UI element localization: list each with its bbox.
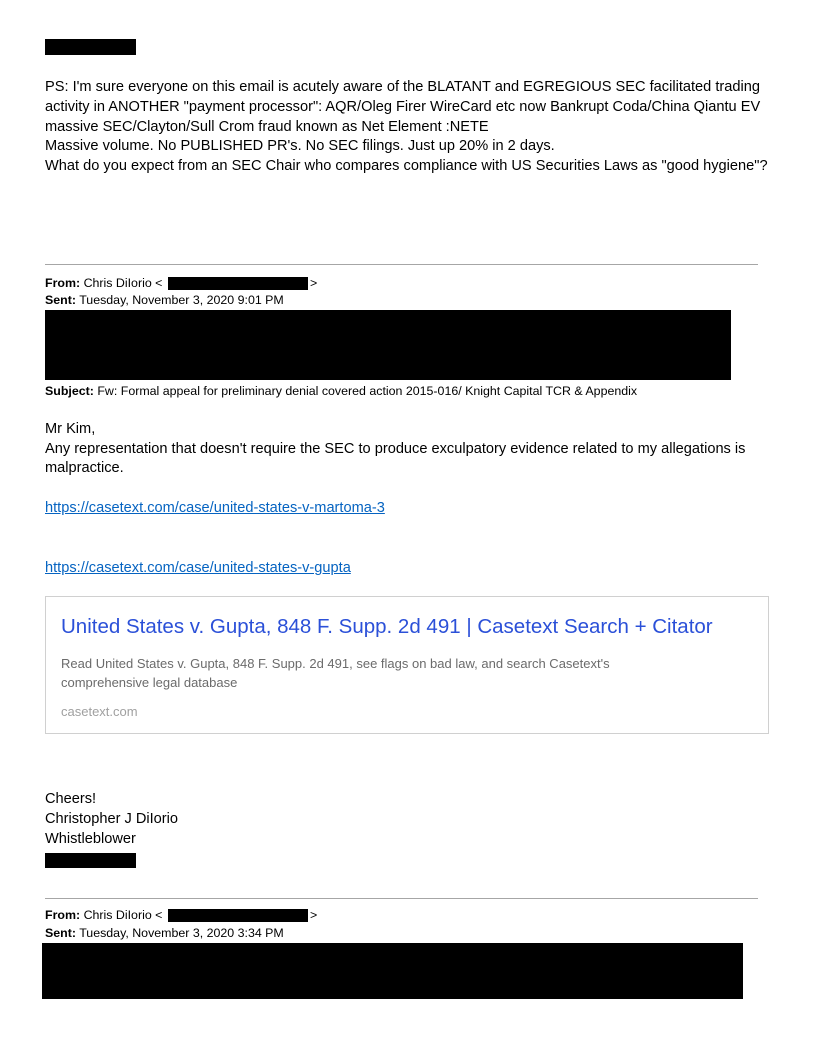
from-value-2: Chris DiIorio < (83, 908, 163, 922)
redaction-recipients-2 (42, 943, 743, 999)
ps-line-5: What do you expect from an SEC Chair who compares compliance with US Securities Laws as "good hygiene"? (45, 158, 768, 174)
redaction-signature (45, 853, 136, 868)
subject-line (45, 383, 637, 399)
from-close-bracket: > (310, 276, 318, 290)
from-line (45, 275, 162, 291)
link-preview-card[interactable] (45, 596, 769, 734)
email-divider-1 (45, 264, 758, 265)
redaction-block-top (45, 39, 136, 55)
sent-label: Sent: (45, 293, 76, 307)
redaction-recipients-1 (45, 310, 731, 380)
from-value: Chris DiIorio < (83, 276, 163, 290)
card-title[interactable]: United States v. Gupta, 848 F. Supp. 2d 491 | Casetext Search + Citator (61, 615, 713, 638)
link-gupta-container (45, 558, 351, 578)
ps-line-1: PS: I'm sure everyone on this email is acutely aware of the BLATANT and EGREGIOUS SEC facilitated trading (45, 79, 760, 95)
link-martoma-container (45, 498, 385, 518)
subject-value: Fw: Formal appeal for preliminary denial covered action 2015-016/ Knight Capital TCR & Appendix (97, 384, 638, 398)
from-label-2: From: (45, 908, 81, 922)
link-gupta[interactable]: https://casetext.com/case/united-states-v-gupta (45, 560, 351, 576)
signature-title: Whistleblower (45, 831, 136, 847)
ps-line-4: Massive volume. No PUBLISHED PR's. No SEC filings. Just up 20% in 2 days. (45, 138, 555, 154)
from-line-2 (45, 907, 162, 923)
from-close-bracket-2: > (310, 908, 318, 922)
email-divider-2 (45, 898, 758, 899)
sent-value-2: Tuesday, November 3, 2020 3:34 PM (79, 926, 284, 940)
ps-line-2: activity in ANOTHER "payment processor": AQR/Oleg Firer WireCard etc now Bankrupt Coda/China Qiantu EV (45, 99, 761, 115)
sent-label-2: Sent: (45, 926, 76, 940)
sent-line (45, 292, 284, 308)
message-line-2: malpractice. (45, 460, 124, 476)
signature-closing: Cheers! (45, 791, 97, 807)
sent-value: Tuesday, November 3, 2020 9:01 PM (79, 293, 284, 307)
from-label: From: (45, 276, 81, 290)
card-description: Read United States v. Gupta, 848 F. Supp. 2d 491, see flags on bad law, and search Casetext's comprehensive legal database (61, 656, 610, 690)
redaction-from-email-2 (168, 909, 308, 922)
message-line-1: Any representation that doesn't require the SEC to produce exculpatory evidence related to my allegations is (45, 441, 746, 457)
ps-line-3: massive SEC/Clayton/Sull Crom fraud known as Net Element :NETE (45, 119, 489, 135)
sent-line-2 (45, 925, 284, 941)
redaction-from-email-1 (168, 277, 308, 290)
card-domain: casetext.com (61, 704, 138, 719)
signature-name: Christopher J DiIorio (45, 811, 179, 827)
subject-label: Subject: (45, 384, 94, 398)
greeting: Mr Kim, (45, 421, 96, 437)
link-martoma[interactable]: https://casetext.com/case/united-states-v-martoma-3 (45, 500, 385, 516)
